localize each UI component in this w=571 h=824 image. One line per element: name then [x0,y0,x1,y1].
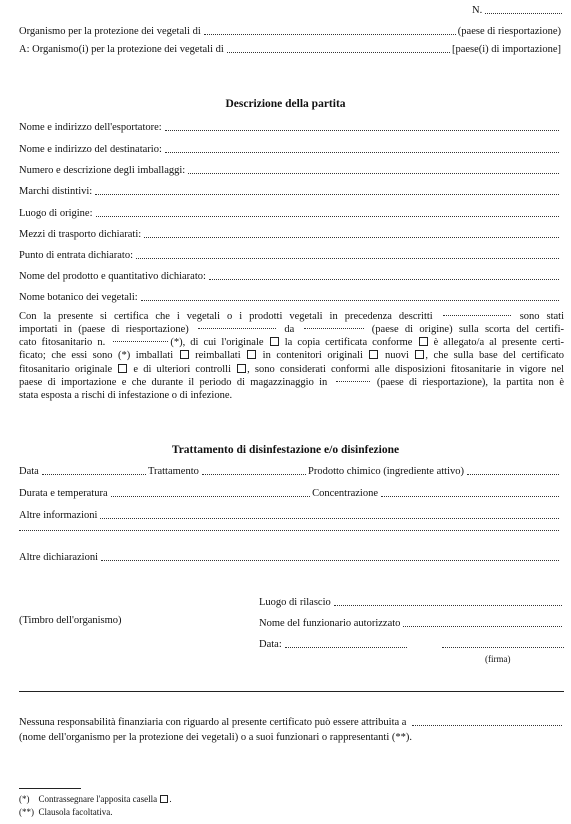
cert-line-5: fitosanitario originale e di ulteriori controlli , sono considerati conformi alle disposizioni fitosanitarie in vigore nel [19,363,565,375]
cert-line-6: paese di importazione e che durante il periodo di magazzinaggio in (paese di riesportazione), la partita non è [19,376,565,388]
concentration-field[interactable] [381,496,559,497]
other-info-label: Altre informazioni [19,510,98,521]
importing-org-label: A: Organismo(i) per la protezione dei vegetali di [19,44,224,55]
official-name-row [259,617,564,630]
field-marks [19,185,561,198]
other-declarations-field[interactable] [101,560,559,561]
field-label: Punto di entrata dichiarato: [19,250,134,261]
importing-org-field[interactable] [227,52,450,53]
field-packages [19,164,561,177]
field-entry-point [19,249,561,262]
treatment-type-label: Trattamento [147,466,199,477]
field-exporter [19,121,561,134]
description-title: Descrizione della partita [225,98,346,110]
footnote-2-text: Clausola facoltativa. [38,807,113,817]
section-divider [19,691,564,692]
duration-label: Durata e temperatura [19,488,108,499]
checkbox-packed[interactable] [180,350,189,359]
liability-line-1 [19,716,564,729]
field-transport [19,228,561,241]
liability-text-1: Nessuna responsabilità finanziaria con riguardo al presente certificato può essere attribuita a [19,717,407,728]
official-name-field[interactable] [403,626,562,627]
field-input[interactable] [165,152,559,153]
footnote-2-mark: (**) [19,807,34,817]
checkbox-additional-inspection[interactable] [237,364,246,373]
exporting-org-line [19,25,561,38]
exporting-org-field[interactable] [204,34,456,35]
issue-date-field[interactable] [285,647,407,648]
cert-field[interactable] [304,328,364,329]
field-label: Marchi distintivi: [19,186,93,197]
field-input[interactable] [136,258,559,259]
official-name-label: Nome del funzionario autorizzato [259,618,401,629]
footnote-1-text: Contrassegnare l'apposita casella [38,794,158,804]
field-input[interactable] [144,237,559,238]
checkbox-certified-copy[interactable] [419,337,428,346]
liability-line-2: (nome dell'organismo per la protezione dei vegetali) o a suoi funzionari o rappresentanti (**). [19,732,412,743]
treatment-date-field[interactable] [42,474,146,475]
field-label: Numero e descrizione degli imballaggi: [19,165,186,176]
issue-date-label: Data: [259,639,282,650]
chemical-field[interactable] [467,474,559,475]
cert-field[interactable] [113,341,168,342]
other-info-continuation [19,530,561,534]
cert-field[interactable] [198,328,276,329]
treatment-title: Trattamento di disinfestazione e/o disinfezione [171,444,400,456]
chemical-label: Prodotto chimico (ingrediente attivo) [308,466,465,477]
field-label: Nome e indirizzo dell'esportatore: [19,122,162,133]
field-label: Nome e indirizzo del destinatario: [19,144,162,155]
duration-field[interactable] [111,496,310,497]
liability-org-field[interactable] [412,725,562,726]
cert-line-7: stata esposta a rischi di infestazione o di infezione. [19,389,233,401]
field-label: Luogo di origine: [19,208,93,219]
field-consignee [19,143,561,156]
treatment-type-field[interactable] [202,474,306,475]
field-label: Nome botanico dei vegetali: [19,292,138,303]
checkbox-new[interactable] [415,350,424,359]
place-of-issue-row [259,596,564,609]
cert-field[interactable] [336,381,370,382]
certificate-number [472,4,564,17]
footnote-1-mark: (*) [19,794,30,804]
place-of-issue-field[interactable] [334,605,562,606]
other-declarations-row [19,551,561,564]
checkbox-icon [160,795,168,803]
exporting-org-label: Organismo per la protezione dei vegetali di [19,26,201,37]
field-label: Mezzi di trasporto dichiarati: [19,229,142,240]
field-product [19,270,561,283]
field-input[interactable] [165,130,559,131]
certification-paragraph [19,310,564,402]
field-input[interactable] [209,279,559,280]
cert-line-3: cato fitosanitario n. (*), di cui l'originale la copia certificata conforme è allegato/a al presente certi- [19,337,565,349]
concentration-label: Concentrazione [312,488,378,499]
importing-org-suffix: [paese(i) di importazione] [451,44,561,55]
treatment-row-1 [19,465,561,478]
checkbox-original[interactable] [270,337,279,346]
field-input[interactable] [188,173,559,174]
checkbox-original-certificate[interactable] [118,364,127,373]
field-label: Nome del prodotto e quantitativo dichiarato: [19,271,206,282]
exporting-org-suffix: (paese di riesportazione) [457,26,561,37]
cert-line-1: Con la presente si certifica che i vegetali o i prodotti vegetali in precedenza descritti sono stati [19,311,564,322]
number-field[interactable] [485,13,562,14]
footnote-separator [19,788,81,789]
cert-field[interactable] [443,315,511,316]
issue-date-row [259,638,564,651]
other-declarations-label: Altre dichiarazioni [19,552,99,563]
field-input[interactable] [96,216,560,217]
footnote-1: (*) Contrassegnare l'apposita casella . [19,794,172,804]
field-origin [19,207,561,220]
signature-field[interactable] [442,647,564,648]
stamp-label: (Timbro dell'organismo) [19,615,122,626]
cert-line-2: importati in (paese di riesportazione) da (paese di origine) sulla scorta del certifi- [19,324,564,336]
place-of-issue-label: Luogo di rilascio [259,597,331,608]
other-info-field-2[interactable] [19,530,559,531]
importing-org-line [19,43,561,56]
number-label: N. [472,5,483,16]
treatment-row-2 [19,487,561,500]
field-input[interactable] [95,194,559,195]
checkbox-original-containers[interactable] [369,350,378,359]
footnote-2 [19,807,112,818]
checkbox-repacked[interactable] [247,350,256,359]
other-info-field[interactable] [100,518,559,519]
signature-label: (firma) [485,654,511,664]
treatment-date-label: Data [19,466,39,477]
field-input[interactable] [141,300,559,301]
cert-line-4: ficato; che essi sono (*) imballati reimballati in contenitori originali nuovi , che sulla base del certificato [19,350,565,362]
other-info-row [19,509,561,522]
field-botanical-name [19,291,561,304]
